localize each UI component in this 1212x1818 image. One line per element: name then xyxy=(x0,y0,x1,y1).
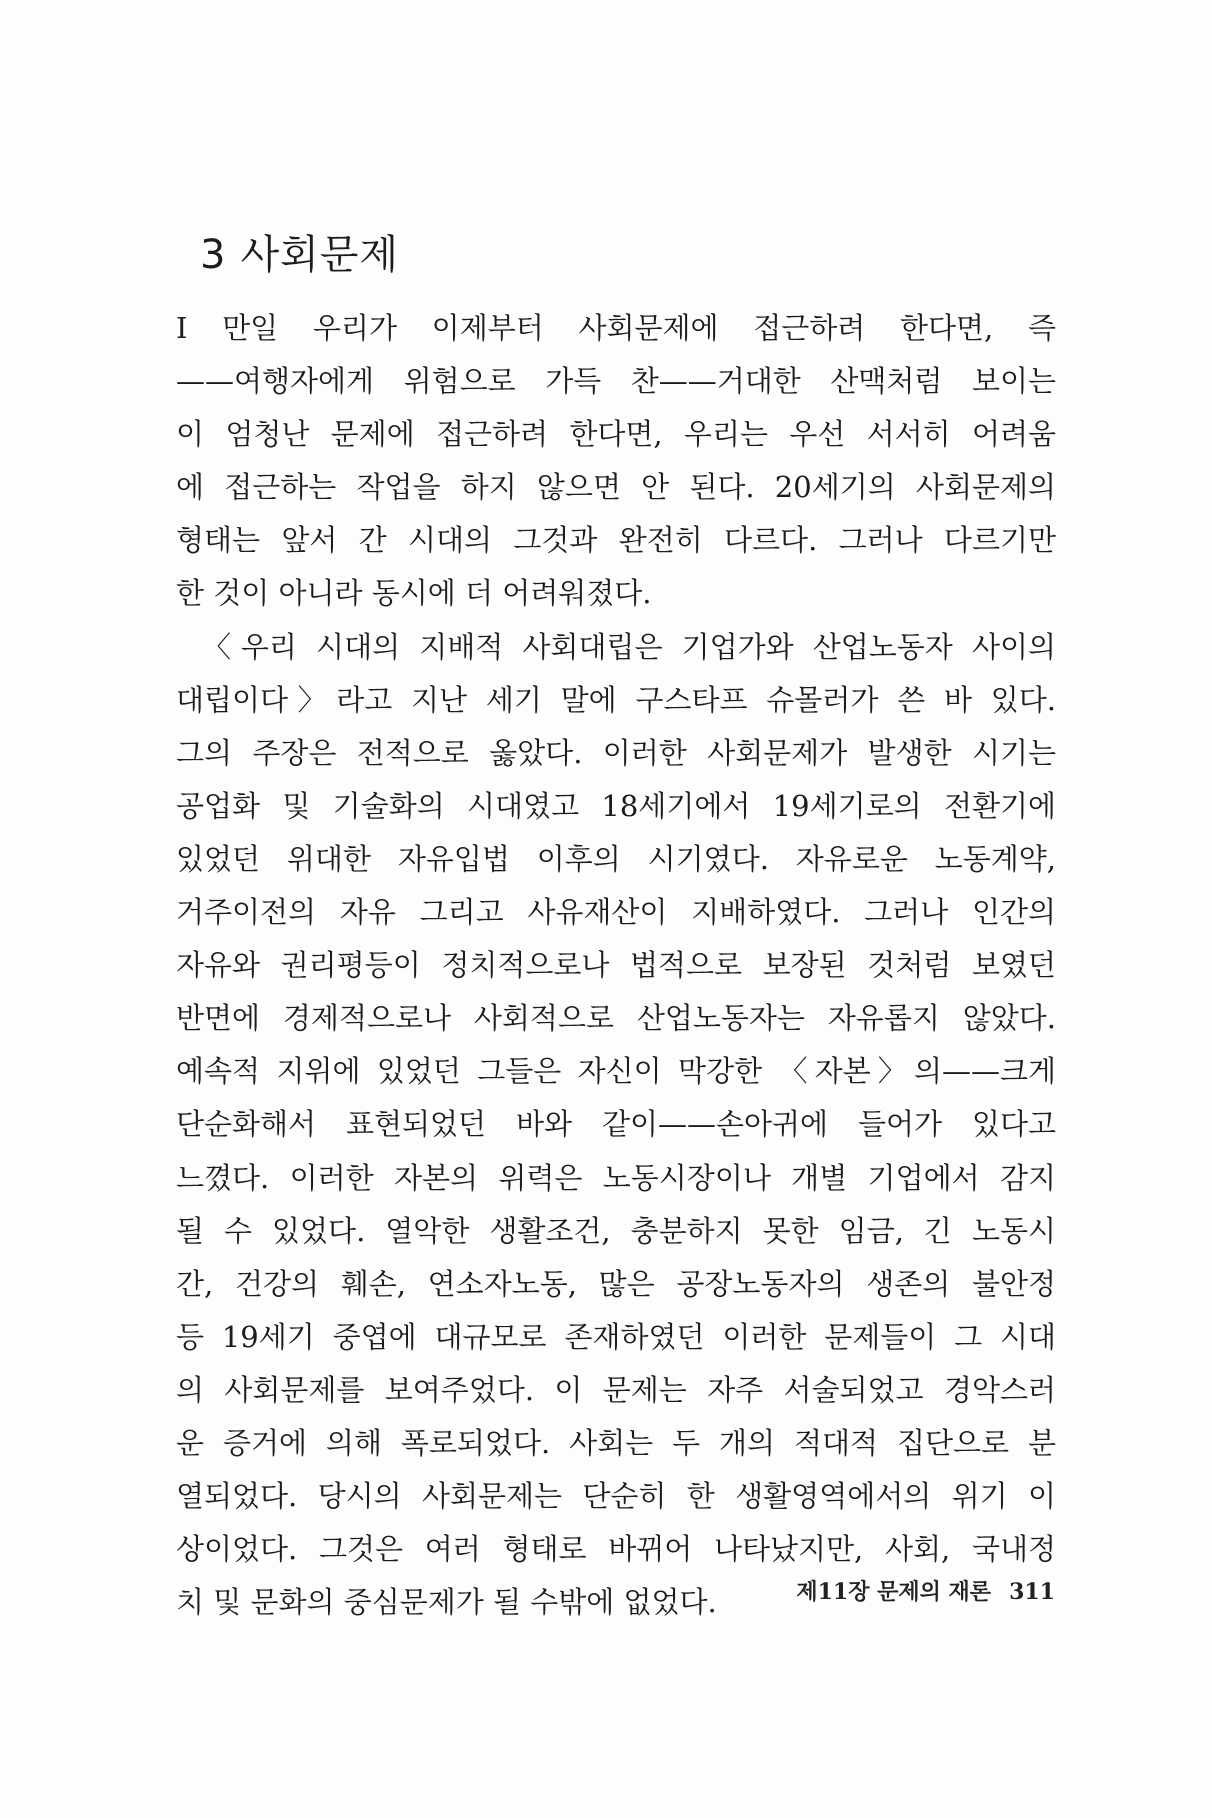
text-line: ——여행자에게 위험으로 가득 찬——거대한 산맥처럼 보이는 xyxy=(176,364,1056,399)
text-line: I 만일 우리가 이제부터 사회문제에 접근하려 한다면, 즉 xyxy=(176,311,1056,345)
text-line: 느꼈다. 이러한 자본의 위력은 노동시장이나 개별 기업에서 감지 xyxy=(176,1160,1056,1195)
text-line: 공업화 및 기술화의 시대였고 18세기에서 19세기로의 전환기에 xyxy=(176,788,1056,823)
text-line: 운 증거에 의해 폭로되었다. 사회는 두 개의 적대적 집단으로 분 xyxy=(176,1425,1056,1460)
text-line: 될 수 있었다. 열악한 생활조건, 충분하지 못한 임금, 긴 노동시 xyxy=(176,1213,1056,1248)
running-footer xyxy=(715,1575,1055,1606)
text-line: 형태는 앞서 간 시대의 그것과 완전히 다르다. 그러나 다르기만 xyxy=(176,523,1056,558)
section-heading xyxy=(200,223,399,280)
page-number: 311 xyxy=(1009,1579,1055,1605)
text-line: 간, 건강의 훼손, 연소자노동, 많은 공장노동자의 생존의 불안정 xyxy=(176,1266,1056,1301)
text-line: 〈우리 시대의 지배적 사회대립은 기업가와 산업노동자 사이의 xyxy=(202,629,1056,664)
body-text xyxy=(176,302,1056,1629)
text-line: 거주이전의 자유 그리고 사유재산이 지배하였다. 그러나 인간의 xyxy=(176,895,1056,930)
chapter-title: 제11장 문제의 재론 xyxy=(796,1579,992,1605)
text-line: 반면에 경제적으로나 사회적으로 산업노동자는 자유롭지 않았다. xyxy=(176,1001,1056,1036)
text-line: 상이었다. 그것은 여러 형태로 바뀌어 나타났지만, 사회, 국내정 xyxy=(176,1532,1056,1567)
text-line: 치 및 문화의 중심문제가 될 수밖에 없었다. xyxy=(176,1585,717,1620)
text-line: 자유와 권리평등이 정치적으로나 법적으로 보장된 것처럼 보였던 xyxy=(176,948,1056,983)
text-line: 있었던 위대한 자유입법 이후의 시기였다. 자유로운 노동계약, xyxy=(176,841,1056,876)
text-line: 단순화해서 표현되었던 바와 같이——손아귀에 들어가 있다고 xyxy=(176,1107,1056,1142)
text-line: 예속적 지위에 있었던 그들은 자신이 막강한 〈자본〉의——크게 xyxy=(176,1054,1056,1089)
text-line: 에 접근하는 작업을 하지 않으면 안 된다. 20세기의 사회문제의 xyxy=(176,470,1056,505)
text-line: 의 사회문제를 보여주었다. 이 문제는 자주 서술되었고 경악스러 xyxy=(176,1372,1056,1407)
text-line: 열되었다. 당시의 사회문제는 단순히 한 생활영역에서의 위기 이 xyxy=(176,1479,1056,1514)
text-line: 이 엄청난 문제에 접근하려 한다면, 우리는 우선 서서히 어려움 xyxy=(176,417,1056,452)
section-number: 3 xyxy=(200,231,227,278)
text-line: 한 것이 아니라 동시에 더 어려워졌다. xyxy=(176,576,652,611)
text-line: 그의 주장은 전적으로 옳았다. 이러한 사회문제가 발생한 시기는 xyxy=(176,735,1056,770)
section-title: 사회문제 xyxy=(240,231,400,278)
text-line: 등 19세기 중엽에 대규모로 존재하였던 이러한 문제들이 그 시대 xyxy=(176,1319,1056,1354)
text-line: 대립이다〉라고 지난 세기 말에 구스타프 슈몰러가 쓴 바 있다. xyxy=(176,682,1056,717)
